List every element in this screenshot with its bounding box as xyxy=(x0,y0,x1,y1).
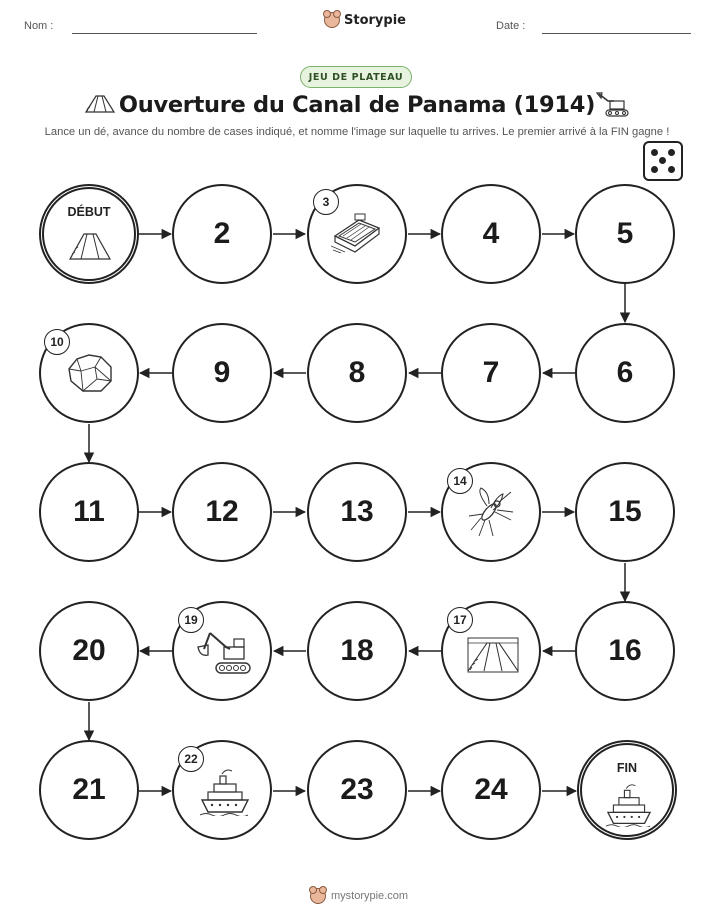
board-cell-8[interactable]: 8 xyxy=(307,323,407,423)
board-cell-start[interactable]: DÉBUT xyxy=(39,184,139,284)
board-cell-21[interactable]: 21 xyxy=(39,740,139,840)
instructions: Lance un dé, avance du nombre de cases indiqué, et nomme l'image sur laquelle tu arrives. Le premier arrivé à la FIN gagne ! xyxy=(44,126,670,138)
name-label: Nom : xyxy=(24,20,54,32)
bear-icon xyxy=(310,888,326,904)
cell-22-number: 22 xyxy=(178,746,204,772)
page-title: Ouverture du Canal de Panama (1914) xyxy=(118,92,596,118)
cell-3-number: 3 xyxy=(313,189,339,215)
cell-19-number: 19 xyxy=(178,607,204,633)
ship-icon xyxy=(606,783,652,827)
mosquito-icon xyxy=(467,486,517,538)
footer-url[interactable]: mystorypie.com xyxy=(331,890,409,902)
board-cell-end[interactable]: FIN xyxy=(577,740,677,840)
excavator-icon xyxy=(196,631,252,677)
rock-icon xyxy=(65,351,115,395)
board-cell-15[interactable]: 15 xyxy=(575,462,675,562)
board-cell-9[interactable]: 9 xyxy=(172,323,272,423)
board-cell-4[interactable]: 4 xyxy=(441,184,541,284)
board-cell-18[interactable]: 18 xyxy=(307,601,407,701)
board-cell-23[interactable]: 23 xyxy=(307,740,407,840)
canal-icon xyxy=(68,231,112,261)
board-cell-5[interactable]: 5 xyxy=(575,184,675,284)
cell-17-number: 17 xyxy=(447,607,473,633)
board-cell-6[interactable]: 6 xyxy=(575,323,675,423)
board-cell-11[interactable]: 11 xyxy=(39,462,139,562)
footer xyxy=(310,888,408,904)
board-cell-20[interactable]: 20 xyxy=(39,601,139,701)
brand-name: Storypie xyxy=(344,12,406,28)
board-cell-12[interactable]: 12 xyxy=(172,462,272,562)
board-cell-24[interactable]: 24 xyxy=(441,740,541,840)
canal-lock-icon xyxy=(331,212,383,254)
date-label: Date : xyxy=(496,20,526,32)
board-cell-13[interactable]: 13 xyxy=(307,462,407,562)
board-cell-16[interactable]: 16 xyxy=(575,601,675,701)
canal-icon xyxy=(467,637,519,673)
board-cell-7[interactable]: 7 xyxy=(441,323,541,423)
ship-icon xyxy=(200,768,250,816)
cell-10-number: 10 xyxy=(44,329,70,355)
game-type-badge: JEU DE PLATEAU xyxy=(300,66,412,88)
cell-14-number: 14 xyxy=(447,468,473,494)
board-cell-2[interactable]: 2 xyxy=(172,184,272,284)
